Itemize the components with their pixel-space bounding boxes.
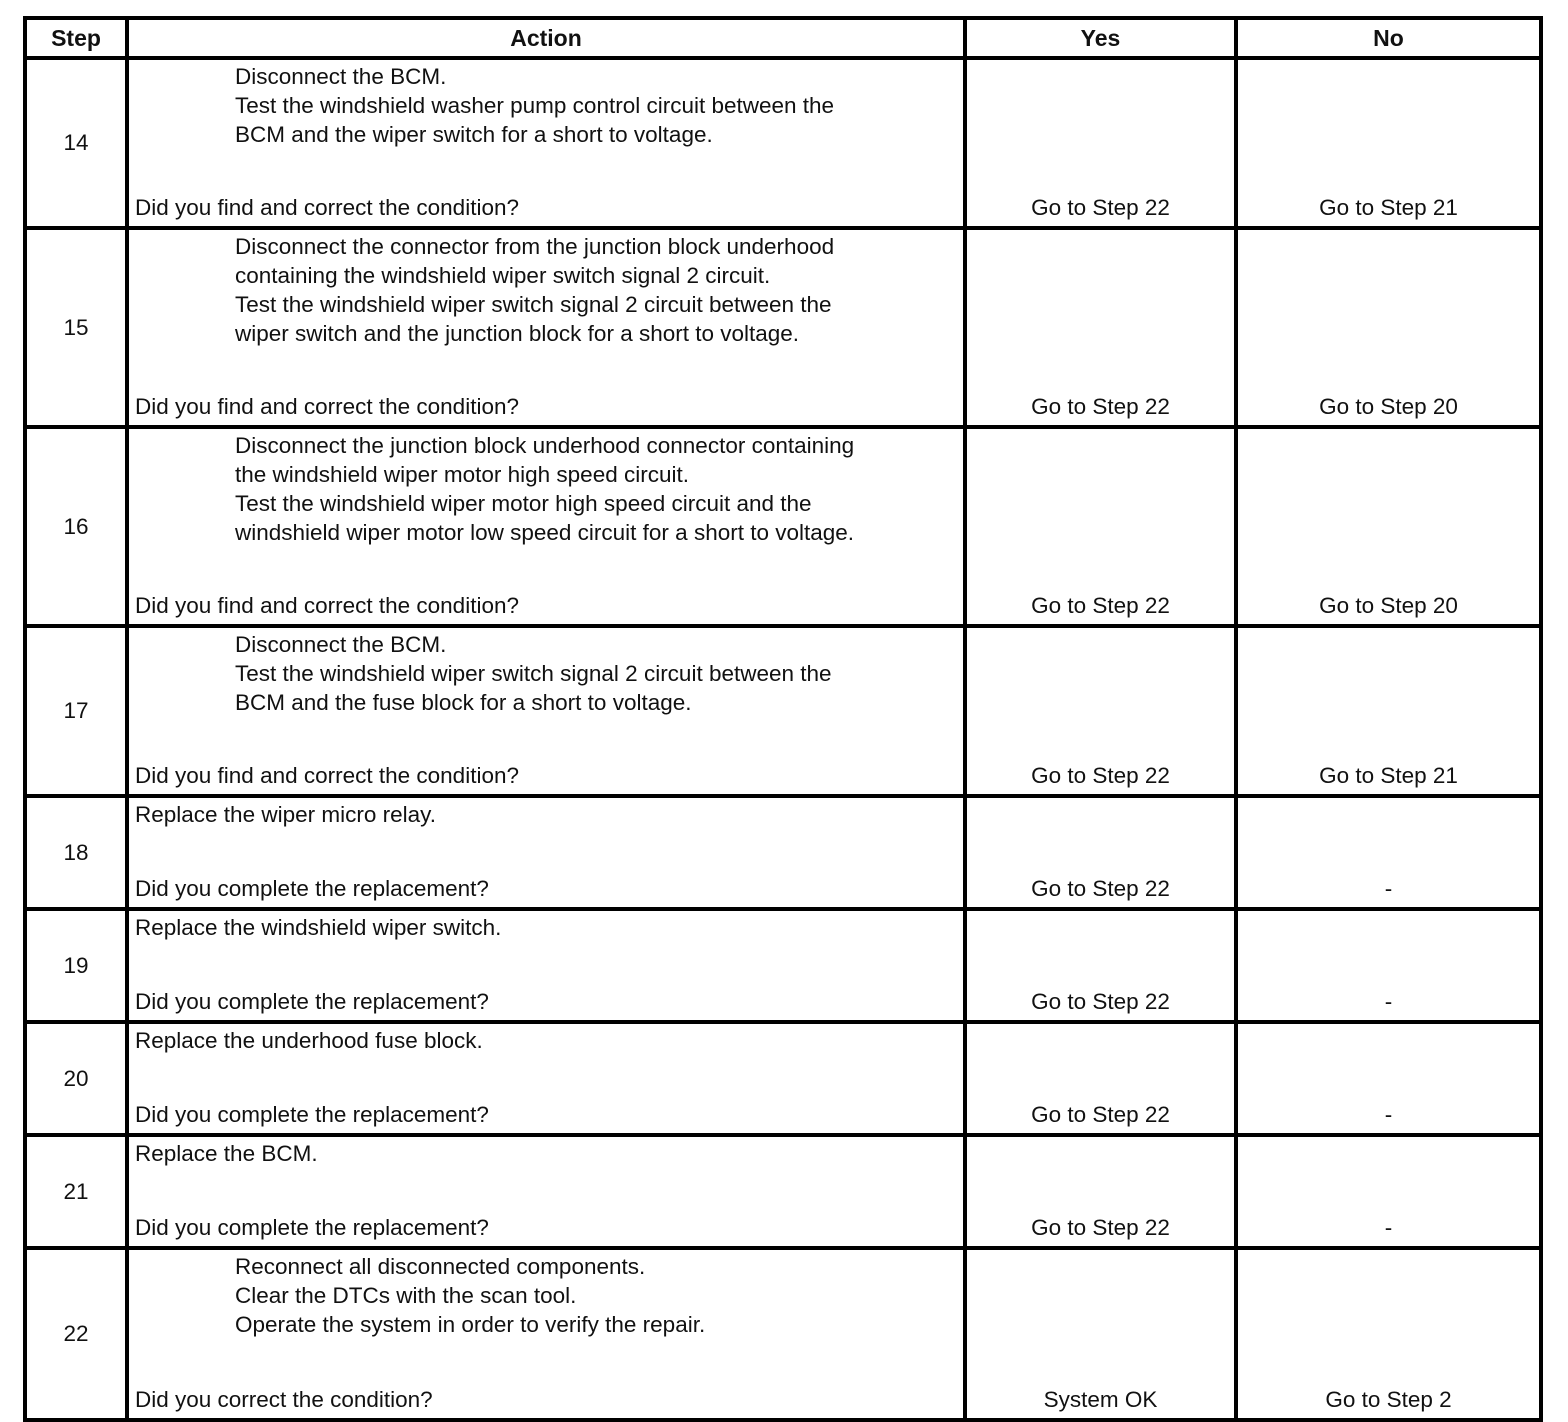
action-question: Did you find and correct the condition?: [135, 593, 519, 618]
header-no: No: [1236, 18, 1541, 58]
action-line: Clear the DTCs with the scan tool.: [235, 1283, 577, 1308]
action-line: Test the windshield wiper motor high speed circuit and the: [235, 491, 812, 516]
table-row: [25, 626, 1541, 796]
action-line: Test the windshield washer pump control circuit between the: [235, 93, 835, 118]
action-line: wiper switch and the junction block for a short to voltage.: [235, 321, 800, 346]
action-line: Test the windshield wiper switch signal 2 circuit between the: [235, 661, 832, 686]
header-row: [25, 18, 1541, 58]
yes-result: Go to Step 22: [965, 1135, 1236, 1248]
table-row: [25, 427, 1541, 626]
action-line: windshield wiper motor low speed circuit for a short to voltage.: [235, 520, 855, 545]
action-question: Did you find and correct the condition?: [135, 394, 519, 419]
action-instructions: [135, 800, 957, 829]
step-number: 21: [25, 1135, 127, 1248]
action-line: Disconnect the BCM.: [235, 632, 447, 657]
action-cell: [127, 58, 965, 228]
action-line: Disconnect the connector from the junction block underhood: [235, 234, 835, 259]
action-instructions: [135, 1139, 957, 1168]
action-instructions: [135, 1026, 957, 1055]
step-number: 15: [25, 228, 127, 427]
step-number: 22: [25, 1248, 127, 1420]
action-cell: [127, 1135, 965, 1248]
action-cell: [127, 427, 965, 626]
no-result: Go to Step 20: [1236, 228, 1541, 427]
step-number: 19: [25, 909, 127, 1022]
header-action: Action: [127, 18, 965, 58]
table-row: [25, 58, 1541, 228]
action-line: Disconnect the junction block underhood connector containing: [235, 433, 855, 458]
table-row: [25, 796, 1541, 909]
action-instructions: [135, 62, 957, 149]
action-question: Did you complete the replacement?: [135, 1215, 489, 1240]
diagnostic-table: [23, 16, 1543, 1422]
action-cell: [127, 626, 965, 796]
table-row: [25, 1248, 1541, 1420]
action-line: Test the windshield wiper switch signal 2 circuit between the: [235, 292, 832, 317]
step-number: 18: [25, 796, 127, 909]
step-number: 20: [25, 1022, 127, 1135]
no-result: Go to Step 2: [1236, 1248, 1541, 1420]
yes-result: Go to Step 22: [965, 626, 1236, 796]
action-line: Disconnect the BCM.: [235, 64, 447, 89]
table-row: [25, 1022, 1541, 1135]
action-line: Replace the underhood fuse block.: [135, 1028, 483, 1053]
step-number: 14: [25, 58, 127, 228]
action-line: BCM and the wiper switch for a short to voltage.: [235, 122, 713, 147]
yes-result: Go to Step 22: [965, 58, 1236, 228]
action-instructions: [135, 431, 957, 547]
table-row: [25, 909, 1541, 1022]
action-question: Did you correct the condition?: [135, 1387, 433, 1412]
header-yes: Yes: [965, 18, 1236, 58]
action-line: Replace the windshield wiper switch.: [135, 915, 502, 940]
action-instructions: [135, 913, 957, 942]
step-number: 17: [25, 626, 127, 796]
yes-result: System OK: [965, 1248, 1236, 1420]
action-instructions: [135, 630, 957, 717]
yes-result: Go to Step 22: [965, 1022, 1236, 1135]
action-question: Did you find and correct the condition?: [135, 195, 519, 220]
yes-result: Go to Step 22: [965, 228, 1236, 427]
action-cell: [127, 909, 965, 1022]
no-result: Go to Step 21: [1236, 58, 1541, 228]
no-result: -: [1236, 909, 1541, 1022]
action-line: Replace the wiper micro relay.: [135, 802, 436, 827]
no-result: Go to Step 20: [1236, 427, 1541, 626]
action-question: Did you complete the replacement?: [135, 989, 489, 1014]
action-cell: [127, 228, 965, 427]
table-row: [25, 1135, 1541, 1248]
no-result: Go to Step 21: [1236, 626, 1541, 796]
action-line: containing the windshield wiper switch signal 2 circuit.: [235, 263, 771, 288]
action-line: the windshield wiper motor high speed circuit.: [235, 462, 689, 487]
action-cell: [127, 1022, 965, 1135]
action-question: Did you find and correct the condition?: [135, 763, 519, 788]
yes-result: Go to Step 22: [965, 909, 1236, 1022]
table-row: [25, 228, 1541, 427]
yes-result: Go to Step 22: [965, 427, 1236, 626]
action-question: Did you complete the replacement?: [135, 876, 489, 901]
action-line: Reconnect all disconnected components.: [235, 1254, 646, 1279]
yes-result: Go to Step 22: [965, 796, 1236, 909]
header-step: Step: [25, 18, 127, 58]
action-instructions: [135, 232, 957, 348]
action-instructions: [135, 1252, 957, 1339]
step-number: 16: [25, 427, 127, 626]
no-result: -: [1236, 1022, 1541, 1135]
action-question: Did you complete the replacement?: [135, 1102, 489, 1127]
action-cell: [127, 1248, 965, 1420]
no-result: -: [1236, 796, 1541, 909]
action-line: Replace the BCM.: [135, 1141, 318, 1166]
action-line: Operate the system in order to verify the repair.: [235, 1312, 706, 1337]
action-line: BCM and the fuse block for a short to voltage.: [235, 690, 692, 715]
no-result: -: [1236, 1135, 1541, 1248]
action-cell: [127, 796, 965, 909]
